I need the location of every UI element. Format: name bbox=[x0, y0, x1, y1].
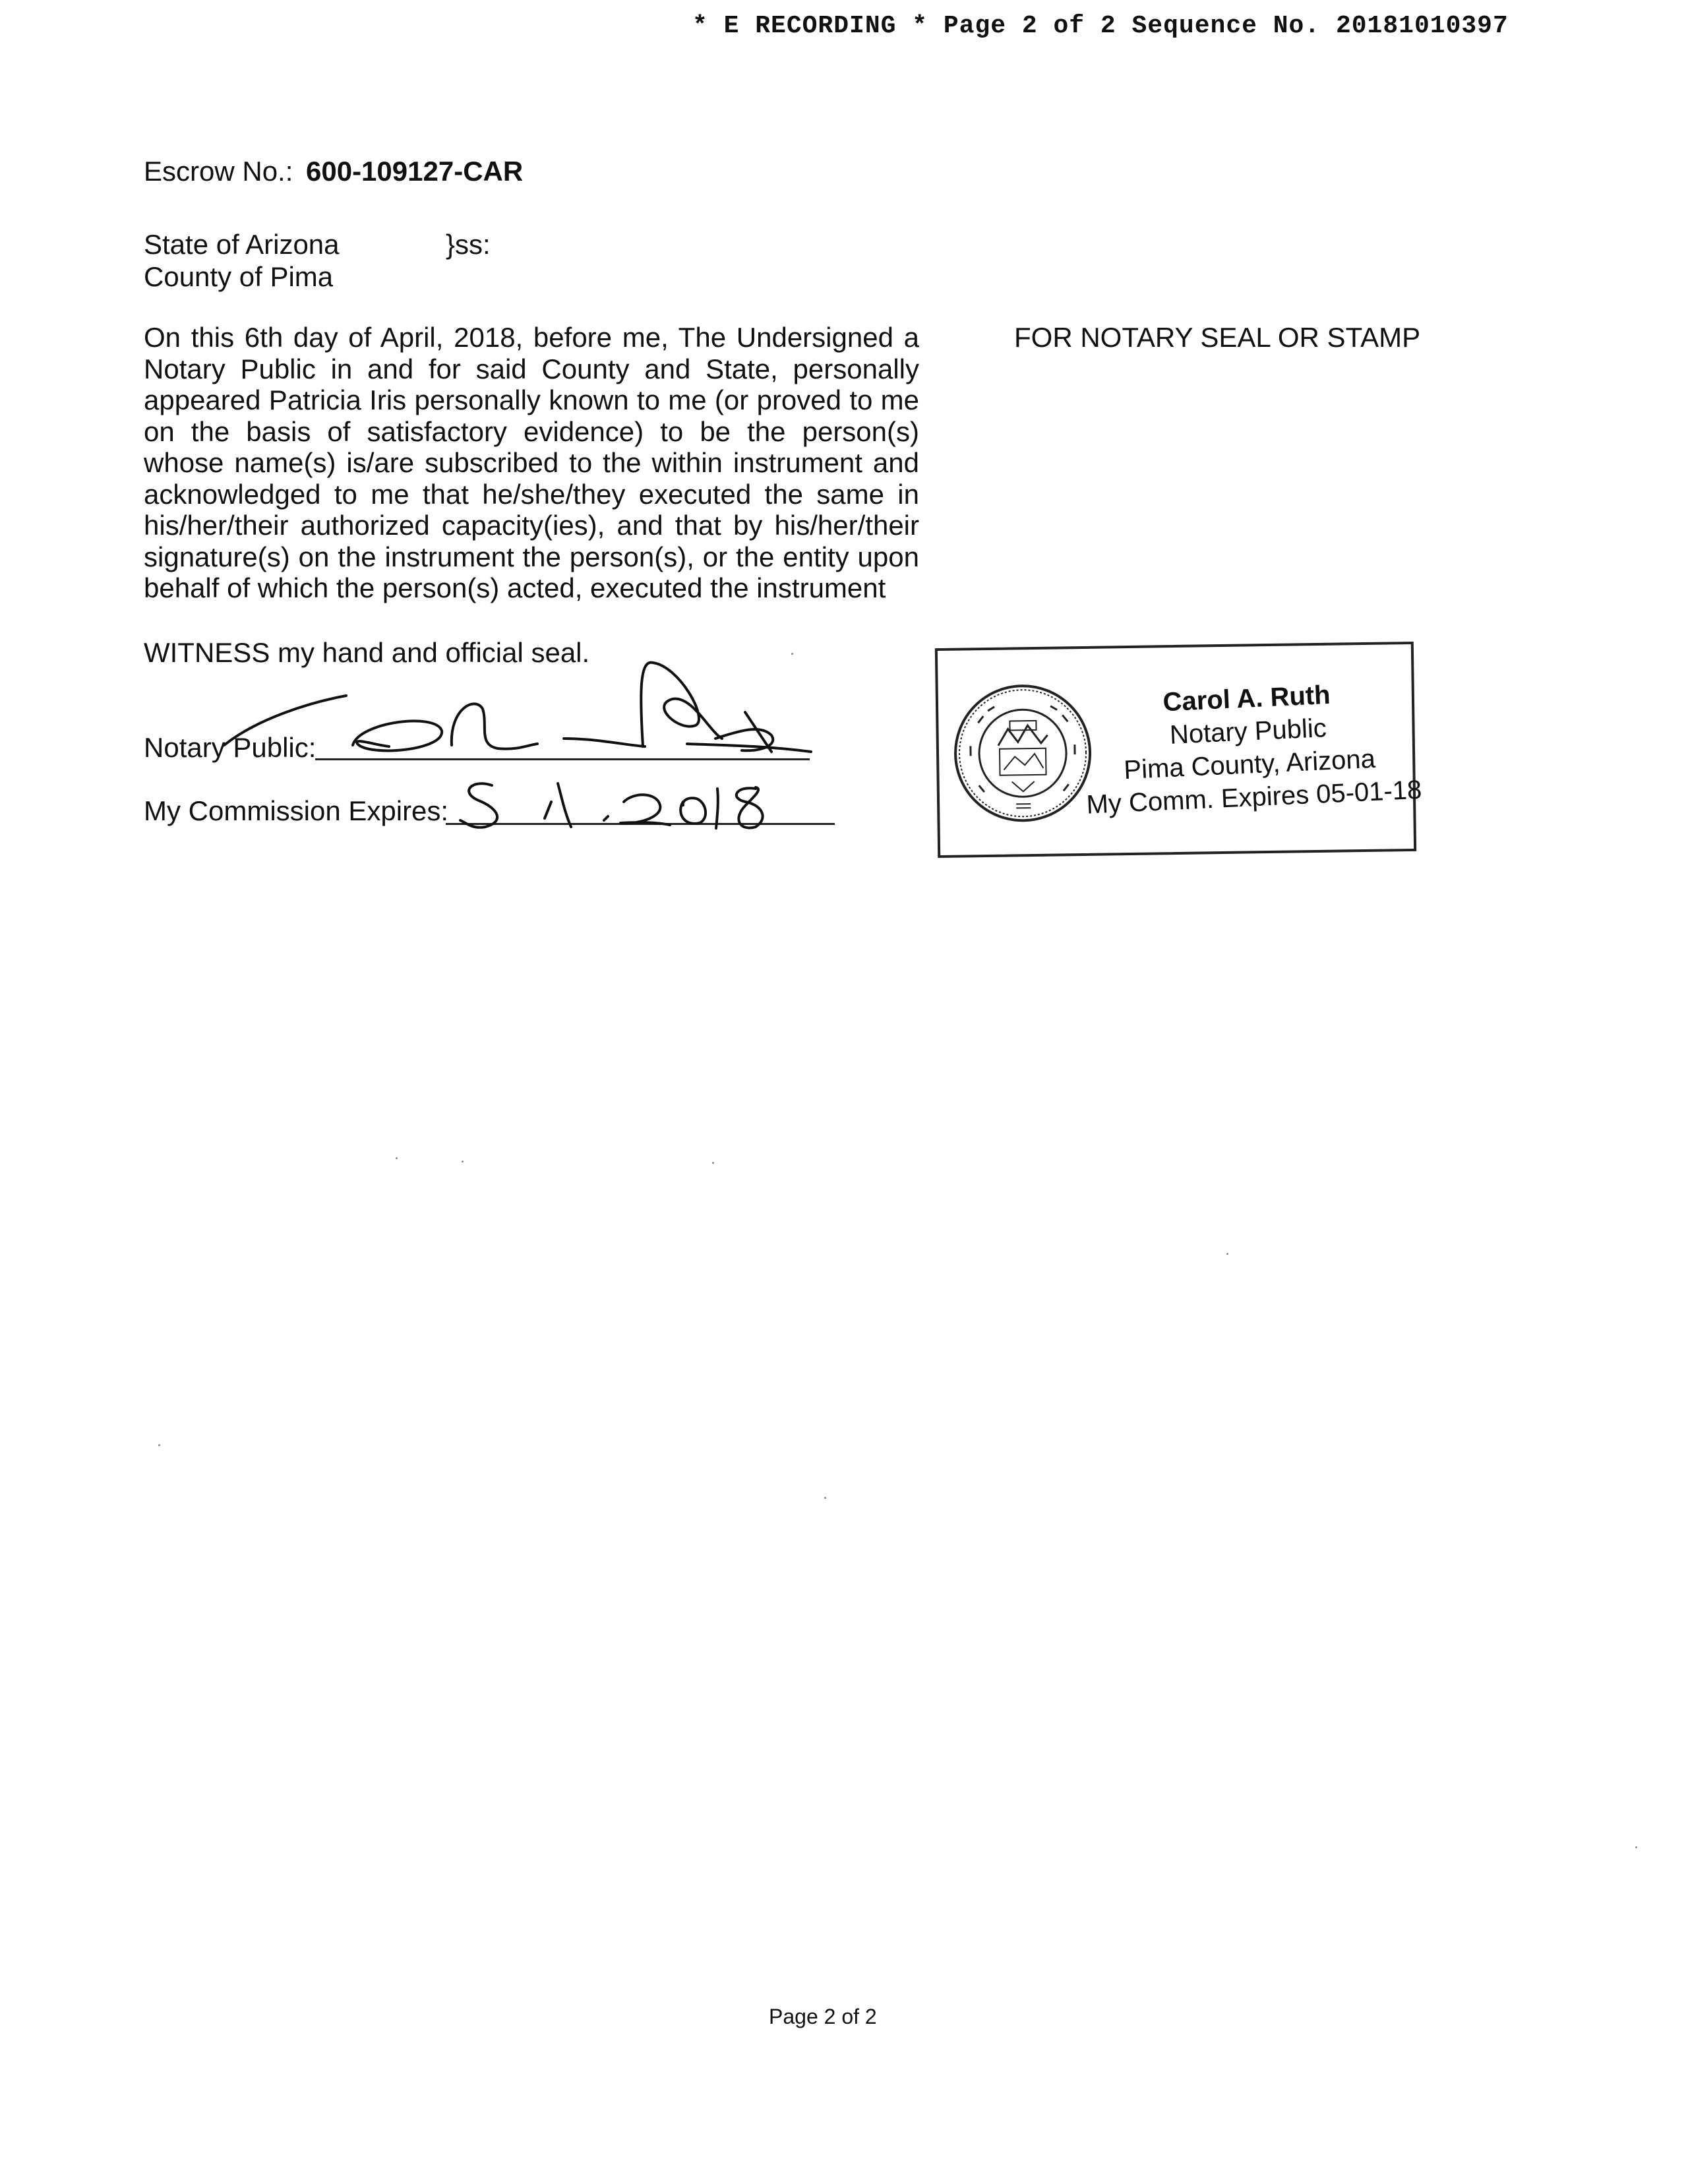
scan-speck bbox=[396, 1157, 398, 1159]
seal-area-label: FOR NOTARY SEAL OR STAMP bbox=[1014, 322, 1421, 353]
commission-label: My Commission Expires: bbox=[144, 795, 449, 826]
scan-speck bbox=[1635, 1846, 1637, 1848]
scan-speck bbox=[462, 1161, 464, 1163]
scan-speck bbox=[712, 1162, 714, 1164]
notary-stamp bbox=[935, 642, 1423, 858]
witness-statement: WITNESS my hand and official seal. bbox=[144, 637, 590, 668]
stamp-expiration: My Comm. Expires 05-01-18 bbox=[1085, 775, 1423, 820]
scan-speck bbox=[791, 653, 793, 655]
stamp-notary-name: Carol A. Ruth bbox=[1162, 680, 1331, 717]
venue-ss: }ss: bbox=[446, 229, 491, 260]
scan-speck bbox=[1226, 1253, 1228, 1255]
recording-header: * E RECORDING * Page 2 of 2 Sequence No. 20181010397 bbox=[692, 12, 1509, 40]
arizona-state-seal-icon bbox=[951, 682, 1095, 825]
page-footer: Page 2 of 2 bbox=[769, 2005, 877, 2028]
stamp-county: Pima County, Arizona bbox=[1123, 744, 1376, 785]
stamp-text-block bbox=[1081, 675, 1423, 821]
notary-public-label: Notary Public: bbox=[144, 732, 316, 763]
escrow-number: 600-109127-CAR bbox=[306, 156, 524, 187]
notary-signature bbox=[218, 646, 824, 778]
venue-county: County of Pima bbox=[144, 261, 334, 292]
stamp-notary-title: Notary Public bbox=[1169, 713, 1327, 750]
escrow-label: Escrow No.: bbox=[144, 156, 293, 187]
scan-speck bbox=[158, 1444, 160, 1446]
acknowledgment-paragraph: On this 6th day of April, 2018, before me, The Undersigned a Notary Public in and for said County and State, personally appeared Patricia Iris personally known to me (or proved to me on the basis of satisfactory evidence) to be the person(s) whose name(s) is/are subscribed to the within instrument and acknowledged to me that he/she/they executed the same in his/her/their authorized capacity(ies), and that by his/her/their signature(s) on the instrument the person(s), or the entity upon behalf of which the person(s) acted, executed the instrument bbox=[144, 322, 919, 603]
venue-state: State of Arizona bbox=[144, 229, 340, 260]
commission-date-handwritten bbox=[446, 775, 789, 835]
scan-speck bbox=[824, 1497, 826, 1499]
